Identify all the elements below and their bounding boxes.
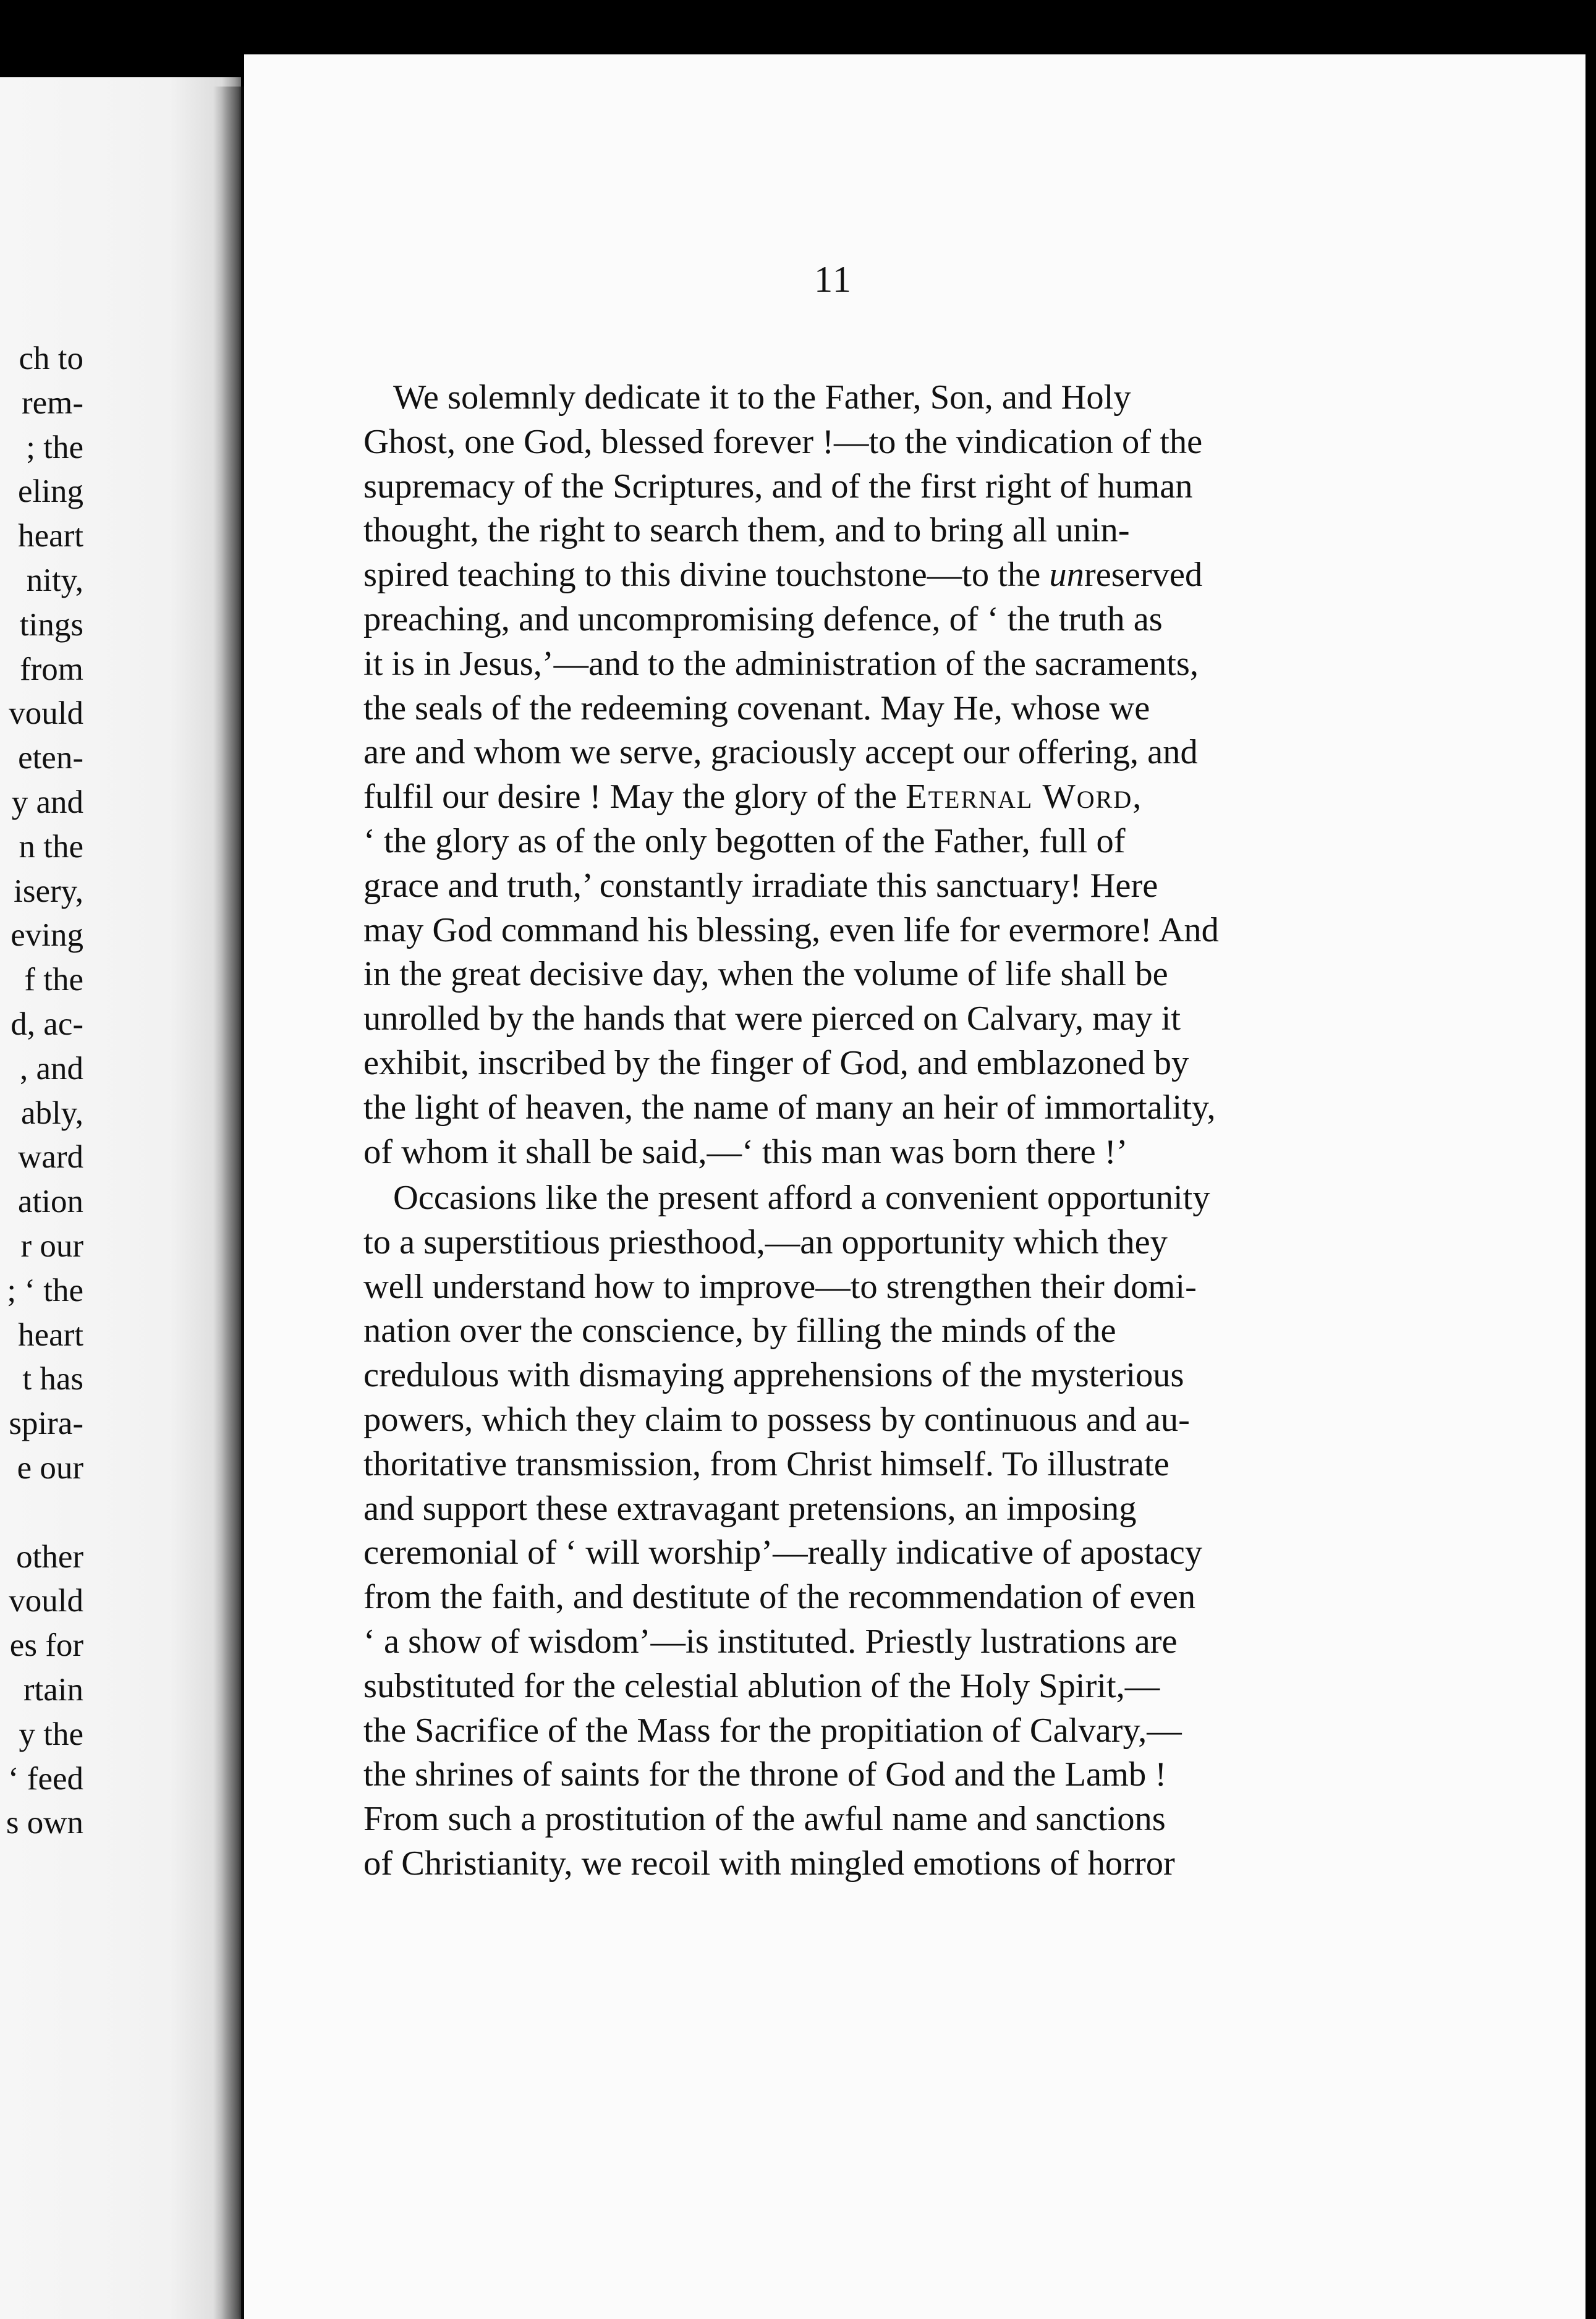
previous-page-line: nity, <box>26 562 83 598</box>
previous-page-line: ; the <box>26 429 83 465</box>
paragraph-occasions <box>363 1176 1538 1886</box>
paragraph-dedication <box>363 376 1538 1174</box>
text-line: We solemnly dedicate it to the Father, Son, and Holy <box>393 378 1131 417</box>
book-page <box>244 54 1585 2319</box>
previous-page-line: f the <box>24 962 83 998</box>
previous-page-line: heart <box>18 518 83 554</box>
text-line: of whom it shall be said,—‘ this man was born there !’ <box>363 1132 1128 1171</box>
text-line: of Christianity, we recoil with mingled emotions of horror <box>363 1844 1175 1883</box>
previous-page-line: e our <box>17 1449 83 1486</box>
text-line: in the great decisive day, when the volume of life shall be <box>363 955 1168 994</box>
text-segment: reserved <box>1084 556 1203 595</box>
previous-page-line: ch to <box>19 341 83 376</box>
text-line: are and whom we serve, graciously accept our offering, and <box>363 733 1198 772</box>
previous-page-line: rtain <box>23 1671 83 1708</box>
text-line: exhibit, inscribed by the finger of God, and emblazoned by <box>363 1043 1189 1082</box>
text-line: may God command his blessing, even life for evermore! And <box>363 910 1219 949</box>
text-line: credulous with dismaying apprehensions of the mysterious <box>363 1356 1184 1395</box>
previous-page-line: rem- <box>21 384 83 421</box>
previous-page-line: other <box>16 1538 83 1575</box>
text-line: Ghost, one God, blessed forever !—to the vindication of the <box>363 422 1203 461</box>
text-line: it is in Jesus,’—and to the administration of the sacraments, <box>363 644 1199 683</box>
text-line: thought, the right to search them, and to bring all unin- <box>363 511 1130 550</box>
text-line: powers, which they claim to possess by continuous and au- <box>363 1400 1190 1439</box>
text-line: the seals of the redeeming covenant. May He, whose we <box>363 689 1150 727</box>
text-line: nation over the conscience, by filling the minds of the <box>363 1312 1116 1350</box>
text-line: substituted for the celestial ablution of the Holy Spirit,— <box>363 1666 1160 1705</box>
text-line: preaching, and uncompromising defence, of ‘ the truth as <box>363 600 1163 638</box>
previous-page-line <box>0 1491 83 1535</box>
previous-page-line: isery, <box>14 873 83 909</box>
previous-page-line: ation <box>18 1184 83 1220</box>
scan-right-edge <box>1585 49 1596 2319</box>
text-line: ‘ a show of wisdom’—is instituted. Priestly lustrations are <box>363 1622 1178 1661</box>
text-line: well understand how to improve—to strengthen their domi- <box>363 1267 1197 1306</box>
text-line: thoritative transmission, from Christ himself. To illustrate <box>363 1444 1169 1483</box>
text-line: From such a prostitution of the awful name and sanctions <box>363 1800 1166 1839</box>
previous-page-line: y the <box>19 1716 83 1752</box>
smallcaps-phrase: Eternal Word, <box>906 778 1143 816</box>
previous-page-line: eling <box>18 473 83 510</box>
text-line: Occasions like the present afford a convenient opportunity <box>393 1179 1210 1217</box>
previous-page-line: eving <box>11 917 83 954</box>
text-segment: fulfil our desire ! May the glory of the <box>363 778 906 816</box>
previous-page-line: heart <box>18 1316 83 1353</box>
text-line: unrolled by the hands that were pierced on Calvary, may it <box>363 999 1181 1038</box>
previous-page-line: es for <box>9 1627 83 1664</box>
previous-page-line: d, ac- <box>11 1006 83 1042</box>
previous-page-line: vould <box>9 1583 83 1619</box>
page-number: 11 <box>814 259 852 300</box>
previous-page <box>0 77 241 2319</box>
text-line: ‘ the glory as of the only begotten of the Father, full of <box>363 821 1126 860</box>
text-line: the Sacrifice of the Mass for the propitiation of Calvary,— <box>363 1711 1182 1750</box>
previous-page-line: n the <box>19 828 83 865</box>
previous-page-line: ; ‘ the <box>7 1272 83 1308</box>
text-line: ceremonial of ‘ will worship’—really indicative of apostacy <box>363 1533 1203 1572</box>
italic-emphasis: un <box>1049 556 1084 595</box>
text-line: supremacy of the Scriptures, and of the first right of human <box>363 467 1193 506</box>
previous-page-line: ‘ feed <box>7 1760 83 1797</box>
previous-page-line: y and <box>11 784 83 820</box>
text-line <box>363 553 1538 598</box>
previous-page-line: from <box>19 651 83 687</box>
text-line: the light of heaven, the name of many an heir of immortality, <box>363 1088 1216 1127</box>
text-line <box>363 775 1538 820</box>
previous-page-line: r our <box>20 1227 83 1264</box>
text-line: to a superstitious priesthood,—an opportunity which they <box>363 1223 1168 1261</box>
previous-page-line: t has <box>22 1361 83 1397</box>
previous-page-line: ward <box>18 1139 83 1176</box>
previous-page-line: vould <box>9 695 83 732</box>
text-line: from the faith, and destitute of the recommendation of even <box>363 1578 1196 1617</box>
previous-page-line: ably, <box>20 1095 83 1131</box>
text-segment: spired teaching to this divine touchstone—to the <box>363 556 1050 595</box>
text-line: grace and truth,’ constantly irradiate this sanctuary! Here <box>363 866 1158 905</box>
text-line: and support these extravagant pretensions, an imposing <box>363 1489 1137 1528</box>
previous-page-line: spira- <box>9 1405 83 1442</box>
previous-page-line: tings <box>19 606 83 643</box>
previous-page-line: eten- <box>18 740 83 776</box>
previous-page-line: s own <box>6 1805 83 1841</box>
previous-page-text-fragment <box>0 337 83 1846</box>
text-line: the shrines of saints for the throne of God and the Lamb ! <box>363 1755 1167 1794</box>
previous-page-line: , and <box>19 1050 83 1087</box>
